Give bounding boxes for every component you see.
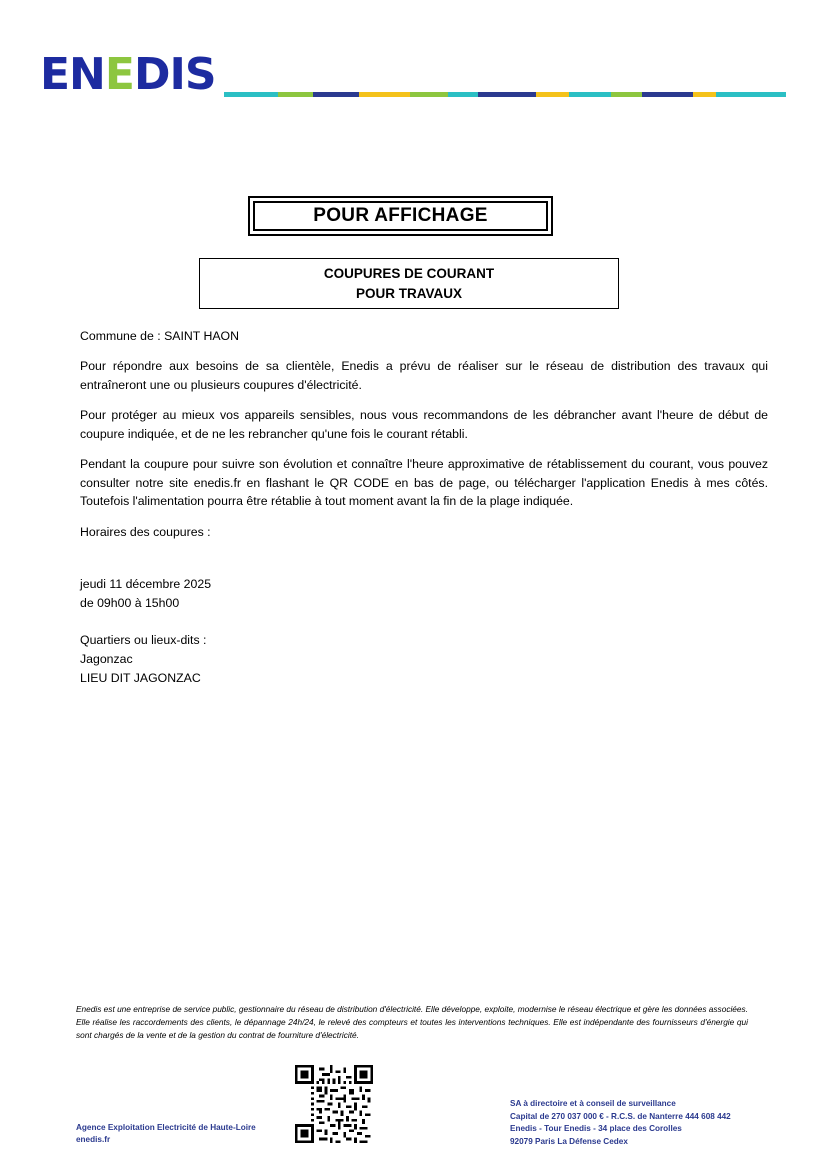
footer-agency-block: [76, 1122, 306, 1146]
brand-rule-segment-0: [224, 92, 278, 97]
brand-rule-segment-12: [716, 92, 786, 97]
coupure-plage: de 09h00 à 15h00: [80, 595, 180, 610]
footer-company-block: [510, 1098, 770, 1149]
quartiers-label: Quartiers ou lieux-dits :: [80, 633, 207, 648]
brand-rule-segment-9: [611, 92, 643, 97]
quartier-item-2: LIEU DIT JAGONZAC: [80, 671, 201, 686]
logo-text-part1: EN: [40, 49, 105, 100]
pour-affichage-box: [248, 196, 553, 236]
coupures-title-line2: POUR TRAVAUX: [355, 285, 462, 301]
paragraph-3: Pendant la coupure pour suivre son évolution et connaître l'heure approximative de rétablissement du courant, vous pouvez consulter notre site enedis.fr en flashant le QR CODE en bas de page, ou télécharger l'application Enedis à mes côtés. Toutefois l'alimentation pourra être rétablie à tout moment avant la fin de la plage indiquée.: [80, 457, 768, 509]
paragraph-2: Pour protéger au mieux vos appareils sensibles, nous vous recommandons de les débrancher avant l'heure de début de coupure indiquée, et de ne les rebrancher qu'une fois le courant rétabli.: [80, 408, 768, 441]
legal-notice: Enedis est une entreprise de service public, gestionnaire du réseau de distribution d'électricité. Elle développe, exploite, modernise le réseau électrique et gère les données associées. Elle réalise les raccordements des clients, le dépannage 24h/24, le relevé des compteurs et toutes les interventions techniques. Elle est indépendante des fournisseurs d'énergie qui sont chargés de la vente et de la gestion du contrat de fourniture d'électricité.: [76, 1004, 748, 1040]
commune-line: Commune de : SAINT HAON: [80, 329, 240, 343]
brand-rule-segment-7: [536, 92, 569, 97]
footer-agency-name: Agence Exploitation Electricité de Haute-Loire: [76, 1123, 256, 1132]
horaires-label: Horaires des coupures :: [80, 524, 211, 539]
qr-code-image: [295, 1065, 373, 1143]
brand-rule-segment-3: [359, 92, 410, 97]
logo-text-part3: DIS: [133, 49, 216, 100]
brand-rule-segment-10: [642, 92, 693, 97]
brand-rule-segment-6: [478, 92, 536, 97]
qr-code[interactable]: [295, 1065, 373, 1143]
footer-website[interactable]: enedis.fr: [76, 1134, 111, 1144]
footer-company-line-4: 92079 Paris La Défense Cedex: [510, 1137, 628, 1147]
brand-rule-segment-2: [313, 92, 359, 97]
footer-company-line-1: SA à directoire et à conseil de surveillance: [510, 1099, 676, 1108]
brand-rule-segment-4: [410, 92, 449, 97]
coupure-date: jeudi 11 décembre 2025: [80, 576, 212, 591]
quartier-item-1: Jagonzac: [80, 652, 133, 667]
brand-rule-segment-5: [448, 92, 478, 97]
horaires-block: [80, 575, 768, 613]
coupures-title-box: [199, 258, 619, 309]
brand-color-rule: [224, 92, 786, 97]
quartiers-block: [80, 631, 768, 688]
document-body: [80, 327, 768, 688]
brand-rule-segment-11: [693, 92, 716, 97]
pour-affichage-label: POUR AFFICHAGE: [253, 201, 548, 231]
footer-company-line-3: Enedis - Tour Enedis - 34 place des Corolles: [510, 1124, 682, 1134]
enedis-logo: [40, 49, 220, 100]
document-header: [40, 49, 786, 112]
brand-rule-segment-8: [569, 92, 611, 97]
paragraph-1: Pour répondre aux besoins de sa clientèle, Enedis a prévu de réaliser sur le réseau de distribution des travaux qui entraîneront une ou plusieurs coupures d'électricité.: [80, 359, 768, 392]
coupures-title-line1: COUPURES DE COURANT: [323, 265, 495, 281]
footer-company-line-2: Capital de 270 037 000 € - R.C.S. de Nanterre 444 608 442: [510, 1111, 731, 1121]
logo-text-part2: E: [104, 49, 134, 100]
brand-rule-segment-1: [278, 92, 313, 97]
